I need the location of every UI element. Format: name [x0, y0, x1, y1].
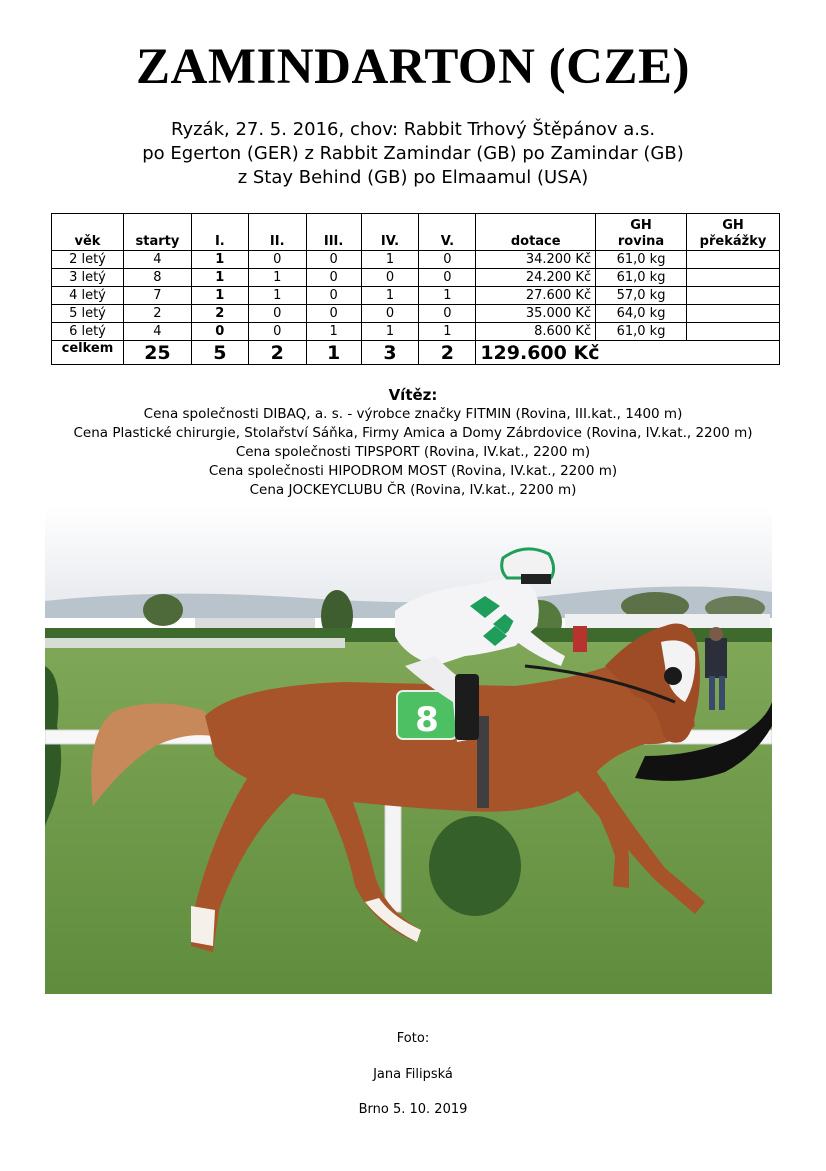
table-cell: 1	[306, 323, 361, 341]
table-cell: 0	[306, 305, 361, 323]
table-cell: 4	[123, 323, 191, 341]
table-cell	[686, 287, 779, 305]
table-cell: 4	[123, 251, 191, 269]
total-cell: 25	[123, 341, 191, 365]
header-gh-flat: GH rovina	[596, 214, 687, 251]
pedigree-line-sire: po Egerton (GER) z Rabbit Zamindar (GB) po Zamindar (GB)	[142, 143, 684, 164]
table-cell: 0	[306, 251, 361, 269]
hedge-bush	[429, 816, 521, 916]
table-cell: 1	[361, 287, 419, 305]
table-cell: 0	[248, 251, 306, 269]
photo-credit-label: Foto:	[396, 1031, 430, 1046]
table-header-row	[52, 214, 780, 251]
table-cell: 4 letý	[52, 287, 124, 305]
total-cell: 3	[361, 341, 419, 365]
header-fourth: IV.	[361, 214, 419, 251]
total-cell: 5	[191, 341, 248, 365]
table-cell: 5 letý	[52, 305, 124, 323]
table-cell: 1	[191, 269, 248, 287]
table-cell: 0	[361, 269, 419, 287]
header-prize-money: dotace	[476, 214, 596, 251]
table-cell: 2 letý	[52, 251, 124, 269]
table-cell: 24.200 Kč	[476, 269, 596, 287]
table-cell: 6 letý	[52, 323, 124, 341]
table-cell: 8.600 Kč	[476, 323, 596, 341]
header-age: věk	[52, 214, 124, 251]
jockey-helmet	[502, 549, 554, 578]
race-win-item: Cena JOCKEYCLUBU ČR (Rovina, IV.kat., 2200 m)	[249, 482, 577, 498]
table-cell: 2	[191, 305, 248, 323]
saddle-number: 8	[415, 700, 439, 740]
header-third: III.	[306, 214, 361, 251]
header-gh-jumps: GH překážky	[686, 214, 779, 251]
table-cell: 0	[419, 251, 476, 269]
winner-section	[0, 386, 826, 500]
header-fifth: V.	[419, 214, 476, 251]
table-total-row	[52, 341, 780, 365]
place-date: Brno 5. 10. 2019	[358, 1102, 468, 1117]
table-cell	[686, 251, 779, 269]
race-photo	[45, 506, 772, 994]
winner-heading: Vítěz:	[388, 386, 438, 404]
race-win-item: Cena společnosti HIPODROM MOST (Rovina, IV.kat., 2200 m)	[208, 463, 618, 479]
total-cell: 1	[306, 341, 361, 365]
table-row	[52, 305, 780, 323]
total-cell: 2	[248, 341, 306, 365]
table-cell: 61,0 kg	[596, 269, 687, 287]
table-cell: 0	[306, 287, 361, 305]
table-cell: 64,0 kg	[596, 305, 687, 323]
table-cell: 1	[361, 323, 419, 341]
header-second: II.	[248, 214, 306, 251]
table-cell	[686, 305, 779, 323]
table-cell: 61,0 kg	[596, 251, 687, 269]
table-cell: 27.600 Kč	[476, 287, 596, 305]
table-row	[52, 287, 780, 305]
pedigree-line-birth: Ryzák, 27. 5. 2016, chov: Rabbit Trhový Štěpánov a.s.	[170, 119, 656, 140]
total-cell: 2	[419, 341, 476, 365]
race-win-item: Cena společnosti TIPSPORT (Rovina, IV.kat., 2200 m)	[235, 444, 591, 460]
header-first: I.	[191, 214, 248, 251]
table-cell	[686, 323, 779, 341]
table-cell: 0	[248, 323, 306, 341]
table-cell: 0	[306, 269, 361, 287]
table-cell: 57,0 kg	[596, 287, 687, 305]
pedigree-block	[0, 118, 826, 190]
table-cell: 2	[123, 305, 191, 323]
total-label: celkem	[52, 341, 124, 365]
pedigree-line-granddam: z Stay Behind (GB) po Elmaamul (USA)	[237, 167, 589, 188]
table-cell: 0	[419, 305, 476, 323]
table-cell: 35.000 Kč	[476, 305, 596, 323]
total-cell: 129.600 Kč	[476, 341, 780, 365]
table-cell	[686, 269, 779, 287]
table-cell: 61,0 kg	[596, 323, 687, 341]
jockey-boot	[455, 674, 479, 740]
table-cell: 3 letý	[52, 269, 124, 287]
table-cell: 1	[419, 323, 476, 341]
table-cell: 34.200 Kč	[476, 251, 596, 269]
table-cell: 0	[361, 305, 419, 323]
header-starts: starty	[123, 214, 191, 251]
table-row	[52, 323, 780, 341]
table-cell: 1	[248, 287, 306, 305]
table-row	[52, 251, 780, 269]
table-cell: 0	[419, 269, 476, 287]
horse-name-title: ZAMINDARTON (CZE)	[135, 39, 691, 95]
table-cell: 1	[361, 251, 419, 269]
race-record-table	[51, 213, 780, 365]
table-cell: 1	[248, 269, 306, 287]
race-win-item: Cena společnosti DIBAQ, a. s. - výrobce značky FITMIN (Rovina, III.kat., 1400 m)	[143, 406, 683, 422]
table-cell: 7	[123, 287, 191, 305]
table-cell: 1	[419, 287, 476, 305]
table-cell: 1	[191, 251, 248, 269]
table-cell: 8	[123, 269, 191, 287]
table-row	[52, 269, 780, 287]
table-cell: 1	[191, 287, 248, 305]
race-win-item: Cena Plastické chirurgie, Stolařství Sáňka, Firmy Amica a Domy Zábrdovice (Rovina, IV.kat., 2200 m)	[73, 425, 753, 441]
table-cell: 0	[248, 305, 306, 323]
table-cell: 0	[191, 323, 248, 341]
photographer-name: Jana Filipská	[373, 1067, 453, 1082]
